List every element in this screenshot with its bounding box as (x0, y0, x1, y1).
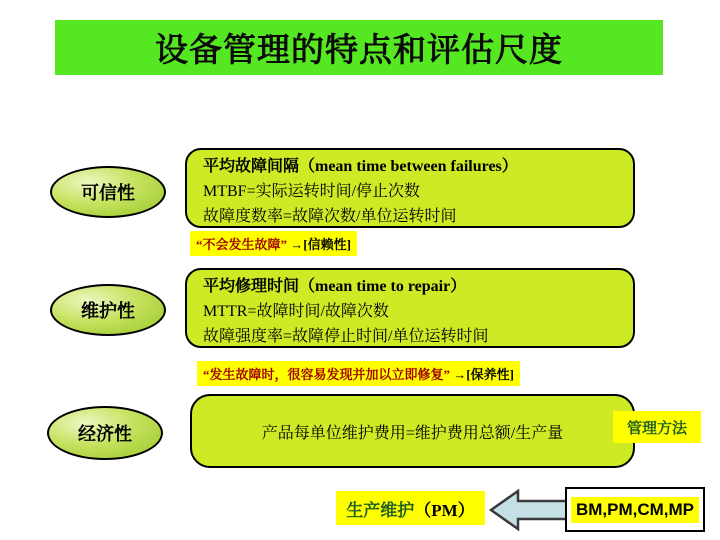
cost-formula: 产品每单位维护费用=维护费用总额/生产量 (261, 424, 564, 442)
title-banner (55, 20, 663, 75)
ellipse-maintainability (50, 284, 166, 336)
mttr-box (185, 268, 635, 348)
maintainability-note-target: →[保养性] (450, 367, 514, 382)
mttr-heading: 平均修理时间（mean time to repair） (203, 278, 467, 295)
failure-intensity-line: 故障强度率=故障停止时间/单位运转时间 (203, 328, 489, 345)
ellipse-maintainability-label: 维护性 (81, 301, 135, 321)
maintenance-types-box (565, 487, 705, 532)
pm-label (336, 491, 485, 525)
ellipse-economy-label: 经济性 (78, 424, 132, 444)
maintainability-note (197, 361, 520, 386)
cost-box (190, 394, 635, 468)
maintainability-note-quote: “发生故障时，很容易发现并加以立即修复” (203, 367, 451, 382)
mtbf-heading: 平均故障间隔（mean time between failures） (203, 158, 518, 175)
reliability-note (190, 231, 357, 256)
mtbf-formula-line: MTBF=实际运转时间/停止次数 (203, 183, 421, 200)
left-arrow-icon (488, 488, 572, 532)
reliability-note-target: →[信赖性] (287, 237, 351, 252)
pm-label-en: （PM） (414, 500, 475, 520)
maintenance-types-label: BM,PM,CM,MP (571, 497, 699, 523)
ellipse-reliability (50, 166, 166, 218)
page-title: 设备管理的特点和评估尺度 (155, 33, 563, 69)
reliability-note-quote: “不会发生故障” (196, 237, 288, 252)
mtbf-box (185, 148, 635, 228)
failure-rate-line: 故障度数率=故障次数/单位运转时间 (203, 208, 457, 225)
pm-label-zh: 生产维护 (346, 500, 415, 520)
ellipse-economy (47, 406, 163, 460)
mttr-formula-line: MTTR=故障时间/故障次数 (203, 303, 389, 320)
management-method-label: 管理方法 (613, 411, 701, 443)
ellipse-reliability-label: 可信性 (81, 183, 135, 203)
